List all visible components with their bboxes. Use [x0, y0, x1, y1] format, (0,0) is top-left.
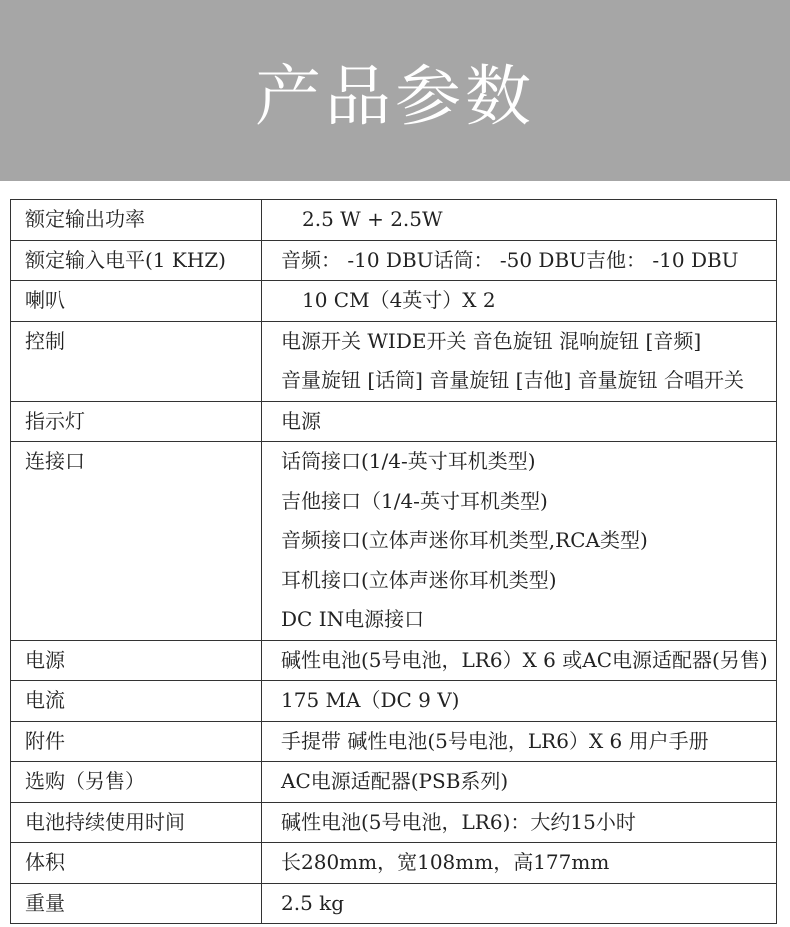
spec-value-line: 耳机接口(立体声迷你耳机类型): [281, 567, 557, 592]
spec-label: 选购（另售）: [11, 762, 262, 803]
spec-value-line: 175 MA（DC 9 V): [281, 688, 460, 712]
specs-table: [10, 199, 777, 924]
spec-value-line: 音频接口(立体声迷你耳机类型,RCA类型): [281, 528, 648, 552]
page-title: 产品参数: [255, 58, 535, 135]
spec-value: [262, 802, 777, 843]
table-row: [11, 681, 777, 722]
spec-value-line: 手提带 碱性电池(5号电池，LR6）X 6 用户手册: [281, 728, 709, 753]
spec-label: 电源: [11, 640, 262, 681]
spec-value-line: 话筒接口(1/4-英寸耳机类型): [281, 449, 536, 473]
spec-label: 连接口: [11, 442, 262, 641]
table-row: [11, 802, 777, 843]
spec-value-line: 长280mm，宽108mm，高177mm: [281, 850, 610, 874]
spec-value-line: 音量旋钮 [话筒] 音量旋钮 [吉他] 音量旋钮 合唱开关: [281, 368, 744, 392]
table-row: [11, 200, 777, 241]
spec-label: 控制: [11, 321, 262, 401]
table-row: [11, 281, 777, 322]
spec-label: 重量: [11, 883, 262, 924]
spec-value-line: 碱性电池(5号电池，LR6)：大约15小时: [281, 809, 636, 834]
table-row: [11, 321, 777, 401]
table-row: [11, 640, 777, 681]
spec-value: [262, 401, 777, 442]
spec-value-line: 吉他接口（1/4-英寸耳机类型): [281, 488, 548, 513]
spec-label: 喇叭: [11, 281, 262, 322]
table-row: [11, 762, 777, 803]
table-row: [11, 240, 777, 281]
spec-value-line: 10 CM（4英寸）X 2: [302, 288, 496, 312]
spec-value: [262, 843, 777, 884]
spec-value-line: 碱性电池(5号电池，LR6）X 6 或AC电源适配器(另售): [281, 647, 768, 672]
spec-value: [262, 281, 777, 322]
spec-value-line: AC电源适配器(PSB系列): [281, 769, 509, 793]
spec-value: [262, 640, 777, 681]
spec-value: [262, 681, 777, 722]
spec-value-line: 电源: [281, 408, 321, 433]
spec-label: 电流: [11, 681, 262, 722]
spec-label: 额定输入电平(1 KHZ): [11, 240, 262, 281]
spec-label: 电池持续使用时间: [11, 802, 262, 843]
spec-label: 额定输出功率: [11, 200, 262, 241]
page-header: [0, 0, 790, 181]
spec-value-line: 电源开关 WIDE开关 音色旋钮 混响旋钮 [音频]: [281, 328, 702, 353]
spec-value: [262, 200, 777, 241]
spec-value: [262, 762, 777, 803]
spec-value: [262, 240, 777, 281]
spec-value: [262, 442, 777, 641]
table-row: [11, 721, 777, 762]
spec-value: [262, 721, 777, 762]
spec-label: 附件: [11, 721, 262, 762]
spec-label: 体积: [11, 843, 262, 884]
spec-value-line: 2.5 kg: [281, 890, 345, 915]
table-row: [11, 843, 777, 884]
table-row: [11, 883, 777, 924]
spec-value-line: 2.5 W + 2.5W: [302, 207, 443, 231]
table-row: [11, 442, 777, 641]
spec-label: 指示灯: [11, 401, 262, 442]
spec-value: [262, 883, 777, 924]
spec-value-line: DC IN电源接口: [281, 607, 425, 631]
table-row: [11, 401, 777, 442]
spec-value-line: 音频： -10 DBU话筒： -50 DBU吉他： -10 DBU: [281, 247, 739, 272]
spec-value: [262, 321, 777, 401]
